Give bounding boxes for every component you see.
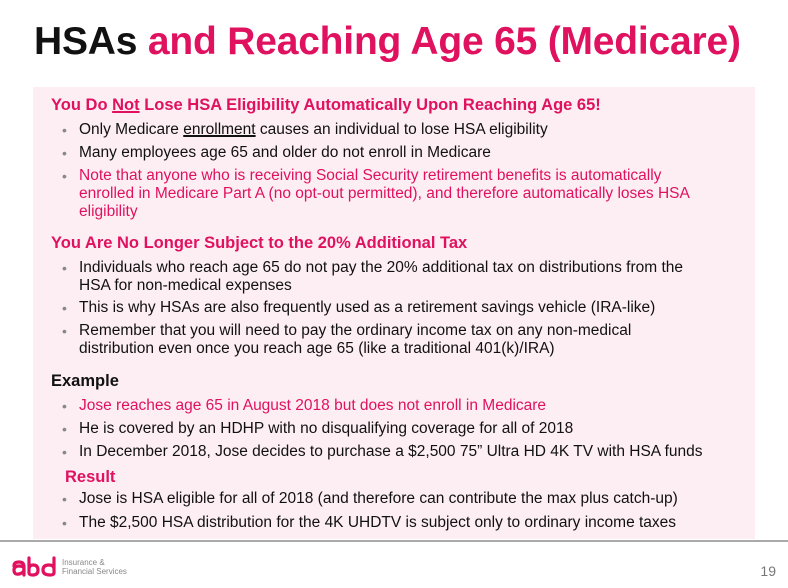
section1-bullet-3-line3: eligibility	[79, 203, 138, 220]
section1-bullet-3-line1: Note that anyone who is receiving Social Security retirement benefits is automatically	[79, 167, 662, 184]
bullet-icon: •	[62, 168, 67, 184]
example-heading: Example	[51, 372, 119, 390]
logo-tagline: Insurance & Financial Services	[62, 558, 127, 576]
bullet-icon: •	[62, 515, 67, 531]
section2-bullet-3-line1: Remember that you will need to pay the ordinary income tax on any non-medical	[79, 322, 632, 339]
result-heading: Result	[65, 468, 116, 486]
example-bullet-1: Jose reaches age 65 in August 2018 but does not enroll in Medicare	[79, 397, 547, 414]
example-bullet-2: He is covered by an HDHP with no disqualifying coverage for all of 2018	[79, 420, 574, 437]
bullet-icon: •	[62, 398, 67, 414]
bullet-icon: •	[62, 122, 67, 138]
footer-divider	[0, 540, 788, 542]
section1-bullet-3-line2: enrolled in Medicare Part A (no opt-out permitted), and therefore automatically loses HSA	[79, 185, 690, 202]
section2-bullet-3-line2: distribution even once you reach age 65 (like a traditional 401(k)/IRA)	[79, 340, 555, 357]
bullet-icon: •	[62, 323, 67, 339]
bullet-icon: •	[62, 491, 67, 507]
title-part2: and Reaching Age 65 (Medicare)	[147, 20, 741, 63]
bullet-icon: •	[62, 260, 67, 276]
section2-bullet-1-line1: Individuals who reach age 65 do not pay the 20% additional tax on distributions from the	[79, 259, 684, 276]
section1-bullet-2: Many employees age 65 and older do not enroll in Medicare	[79, 144, 491, 161]
bullet-icon: •	[62, 145, 67, 161]
bullet-icon: •	[62, 300, 67, 316]
section1-bullet-1: Only Medicare enrollment causes an individual to lose HSA eligibility	[79, 121, 548, 138]
result-bullet-1: Jose is HSA eligible for all of 2018 (and therefore can contribute the max plus catch-up)	[79, 490, 678, 507]
title-part1: HSAs	[34, 20, 148, 63]
bullet-icon: •	[62, 421, 67, 437]
section2-bullet-2: This is why HSAs are also frequently used as a retirement savings vehicle (IRA-like)	[79, 299, 656, 316]
section2-heading: You Are No Longer Subject to the 20% Additional Tax	[51, 234, 468, 252]
slide-title	[34, 20, 741, 64]
section2-bullet-1-line2: HSA for non-medical expenses	[79, 277, 292, 294]
section1-heading: You Do Not Lose HSA Eligibility Automatically Upon Reaching Age 65!	[51, 96, 601, 114]
page-number: 19	[760, 563, 776, 579]
example-bullet-3: In December 2018, Jose decides to purchase a $2,500 75” Ultra HD 4K TV with HSA funds	[79, 443, 703, 460]
result-bullet-2: The $2,500 HSA distribution for the 4K UHDTV is subject only to ordinary income taxes	[79, 514, 677, 531]
abd-logo-icon	[12, 556, 60, 578]
bullet-icon: •	[62, 444, 67, 460]
